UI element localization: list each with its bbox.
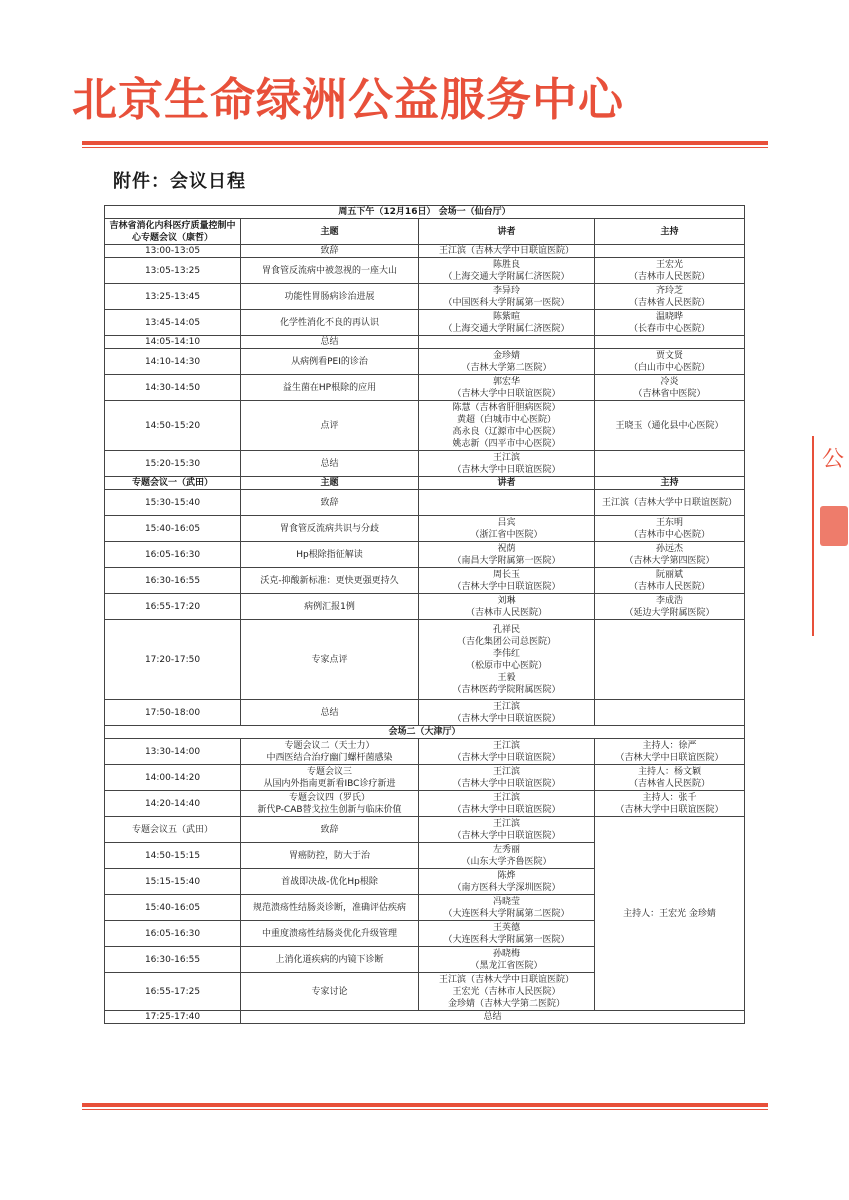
time-cell: 14:50-15:15 — [105, 843, 241, 869]
topic-cell: 专题会议四（罗氏） 新代P-CAB替戈拉生创新与临床价值 — [241, 791, 419, 817]
host-cell: 孙远杰 （吉林大学第四医院） — [595, 542, 745, 568]
speaker-cell — [419, 490, 595, 516]
col-header-host: 主持 — [595, 219, 745, 245]
host-cell — [595, 245, 745, 258]
topic-cell: 益生菌在HP根除的应用 — [241, 375, 419, 401]
speaker-cell: 吕宾 （浙江省中医院） — [419, 516, 595, 542]
speaker-cell: 王江滨 （吉林大学中日联谊医院） — [419, 451, 595, 477]
host-cell: 冷炎 （吉林省中医院） — [595, 375, 745, 401]
speaker-cell: 李异玲 （中国医科大学附属第一医院） — [419, 284, 595, 310]
host-cell: 主持人：王宏光 金珍婧 — [595, 817, 745, 1011]
speaker-cell: 祝荫 （南昌大学附属第一医院） — [419, 542, 595, 568]
topic-cell: 专家讨论 — [241, 973, 419, 1011]
time-cell: 15:40-16:05 — [105, 516, 241, 542]
org-title: 北京生命绿洲公益服务中心 — [72, 73, 625, 126]
speaker-cell: 陈胜良 （上海交通大学附属仁济医院） — [419, 258, 595, 284]
header-rule — [82, 141, 768, 145]
speaker-cell: 王江滨（吉林大学中日联谊医院） 王宏光（吉林市人民医院） 金珍婧（吉林大学第二医院） — [419, 973, 595, 1011]
section-title: 专题会议一（武田） — [105, 477, 241, 490]
host-cell — [595, 700, 745, 726]
time-cell: 16:05-16:30 — [105, 542, 241, 568]
topic-cell: 专题会议二（天士力） 中西医结合治疗幽门螺杆菌感染 — [241, 739, 419, 765]
speaker-cell: 孙晓梅 （黑龙江省医院） — [419, 947, 595, 973]
topic-cell: 功能性胃肠病诊治进展 — [241, 284, 419, 310]
topic-cell: 总结 — [241, 451, 419, 477]
time-cell: 14:20-14:40 — [105, 791, 241, 817]
time-cell: 16:30-16:55 — [105, 947, 241, 973]
topic-cell: 致辞 — [241, 490, 419, 516]
venue-row: 会场二（大津厅） — [105, 726, 745, 739]
host-cell: 主持人：徐严 （吉林大学中日联谊医院） — [595, 739, 745, 765]
col-header-topic: 主题 — [241, 219, 419, 245]
time-cell: 15:40-16:05 — [105, 895, 241, 921]
speaker-cell: 金珍婧 （吉林大学第二医院） — [419, 349, 595, 375]
speaker-cell: 陈慧（吉林省肝胆病医院） 黄超（白城市中心医院） 高永良（辽源市中心医院） 姚志新（四平市中心医院） — [419, 401, 595, 451]
topic-cell: 总结 — [241, 1011, 745, 1024]
footer-rule-thin — [82, 1109, 768, 1110]
schedule-table — [104, 205, 745, 1024]
speaker-cell: 陈紫暄 （上海交通大学附属仁济医院） — [419, 310, 595, 336]
topic-cell: 专题会议三 从国内外指南更新看IBC诊疗新进 — [241, 765, 419, 791]
host-cell: 温晓晔 （长春市中心医院） — [595, 310, 745, 336]
topic-cell: 总结 — [241, 700, 419, 726]
host-cell — [595, 451, 745, 477]
host-cell: 阮丽斌 （吉林市人民医院） — [595, 568, 745, 594]
side-seal-mark — [820, 506, 848, 546]
topic-cell: 总结 — [241, 336, 419, 349]
host-cell: 王晓玉（通化县中心医院） — [595, 401, 745, 451]
session-title: 吉林省消化内科医疗质量控制中心专题会议（康哲） — [105, 219, 241, 245]
speaker-cell: 王江滨 （吉林大学中日联谊医院） — [419, 791, 595, 817]
topic-cell: 化学性消化不良的再认识 — [241, 310, 419, 336]
time-cell: 13:00-13:05 — [105, 245, 241, 258]
time-cell: 14:50-15:20 — [105, 401, 241, 451]
topic-cell: 从病例看PEI的诊治 — [241, 349, 419, 375]
topic-cell: 规范溃疡性结肠炎诊断，准确评估疾病 — [241, 895, 419, 921]
host-cell: 王江滨（吉林大学中日联谊医院） — [595, 490, 745, 516]
time-cell: 15:15-15:40 — [105, 869, 241, 895]
time-cell: 14:30-14:50 — [105, 375, 241, 401]
col-header-speaker: 讲者 — [419, 477, 595, 490]
speaker-cell: 王江滨 （吉林大学中日联谊医院） — [419, 739, 595, 765]
speaker-cell: 孔祥民 （吉化集团公司总医院） 李伟红 （松原市中心医院） 王毅 （吉林医药学院附属医院） — [419, 620, 595, 700]
topic-cell: 胃食管反流病共识与分歧 — [241, 516, 419, 542]
section-title: 专题会议五（武田） — [105, 817, 241, 843]
topic-cell: 点评 — [241, 401, 419, 451]
time-cell: 16:05-16:30 — [105, 921, 241, 947]
speaker-cell: 王江滨 （吉林大学中日联谊医院） — [419, 817, 595, 843]
time-cell: 15:30-15:40 — [105, 490, 241, 516]
time-cell: 17:50-18:00 — [105, 700, 241, 726]
time-cell: 13:30-14:00 — [105, 739, 241, 765]
time-cell: 14:10-14:30 — [105, 349, 241, 375]
time-cell: 13:25-13:45 — [105, 284, 241, 310]
speaker-cell — [419, 336, 595, 349]
header-rule-thin — [82, 147, 768, 148]
topic-cell: 上消化道疾病的内镜下诊断 — [241, 947, 419, 973]
time-cell: 16:55-17:20 — [105, 594, 241, 620]
speaker-cell: 刘琳 （吉林市人民医院） — [419, 594, 595, 620]
speaker-cell: 王英德 （大连医科大学附属第一医院） — [419, 921, 595, 947]
host-cell: 李成浩 （延边大学附属医院） — [595, 594, 745, 620]
speaker-cell: 陈烨 （南方医科大学深圳医院） — [419, 869, 595, 895]
speaker-cell: 冯晓莹 （大连医科大学附属第二医院） — [419, 895, 595, 921]
col-header-topic: 主题 — [241, 477, 419, 490]
host-cell: 主持人：张千 （吉林大学中日联谊医院） — [595, 791, 745, 817]
side-seal-char: 公 — [822, 447, 845, 472]
time-cell: 17:20-17:50 — [105, 620, 241, 700]
time-cell: 16:55-17:25 — [105, 973, 241, 1011]
host-cell: 主持人：杨文颖 （吉林省人民医院） — [595, 765, 745, 791]
date-venue-row: 周五下午（12月16日） 会场一（仙台厅） — [105, 206, 745, 219]
time-cell: 14:05-14:10 — [105, 336, 241, 349]
col-header-speaker: 讲者 — [419, 219, 595, 245]
topic-cell: 专家点评 — [241, 620, 419, 700]
side-seal-stamp — [812, 436, 849, 636]
footer-rule — [82, 1103, 768, 1107]
host-cell — [595, 620, 745, 700]
speaker-cell: 王江滨 （吉林大学中日联谊医院） — [419, 765, 595, 791]
topic-cell: 致辞 — [241, 817, 419, 843]
col-header-host: 主持 — [595, 477, 745, 490]
time-cell: 15:20-15:30 — [105, 451, 241, 477]
speaker-cell: 周长玉 （吉林大学中日联谊医院） — [419, 568, 595, 594]
topic-cell: 胃癌防控，防大于治 — [241, 843, 419, 869]
topic-cell: 胃食管反流病中被忽视的一座大山 — [241, 258, 419, 284]
time-cell: 13:05-13:25 — [105, 258, 241, 284]
time-cell: 13:45-14:05 — [105, 310, 241, 336]
time-cell: 14:00-14:20 — [105, 765, 241, 791]
speaker-cell: 王江滨（吉林大学中日联谊医院） — [419, 245, 595, 258]
host-cell: 贾文贤 （白山市中心医院） — [595, 349, 745, 375]
host-cell: 王宏光 （吉林市人民医院） — [595, 258, 745, 284]
topic-cell: 病例汇报1例 — [241, 594, 419, 620]
topic-cell: 中重度溃疡性结肠炎优化升级管理 — [241, 921, 419, 947]
host-cell: 王东明 （吉林市中心医院） — [595, 516, 745, 542]
time-cell: 16:30-16:55 — [105, 568, 241, 594]
speaker-cell: 郭宏华 （吉林大学中日联谊医院） — [419, 375, 595, 401]
time-cell: 17:25-17:40 — [105, 1011, 241, 1024]
speaker-cell: 王江滨 （吉林大学中日联谊医院） — [419, 700, 595, 726]
attachment-title: 附件：会议日程 — [113, 171, 246, 192]
topic-cell: 沃克-抑酸新标准：更快更强更持久 — [241, 568, 419, 594]
host-cell — [595, 336, 745, 349]
host-cell: 齐玲芝 （吉林省人民医院） — [595, 284, 745, 310]
topic-cell: 首战即决战-优化Hp根除 — [241, 869, 419, 895]
topic-cell: Hp根除指征解读 — [241, 542, 419, 568]
speaker-cell: 左秀丽 （山东大学齐鲁医院） — [419, 843, 595, 869]
topic-cell: 致辞 — [241, 245, 419, 258]
